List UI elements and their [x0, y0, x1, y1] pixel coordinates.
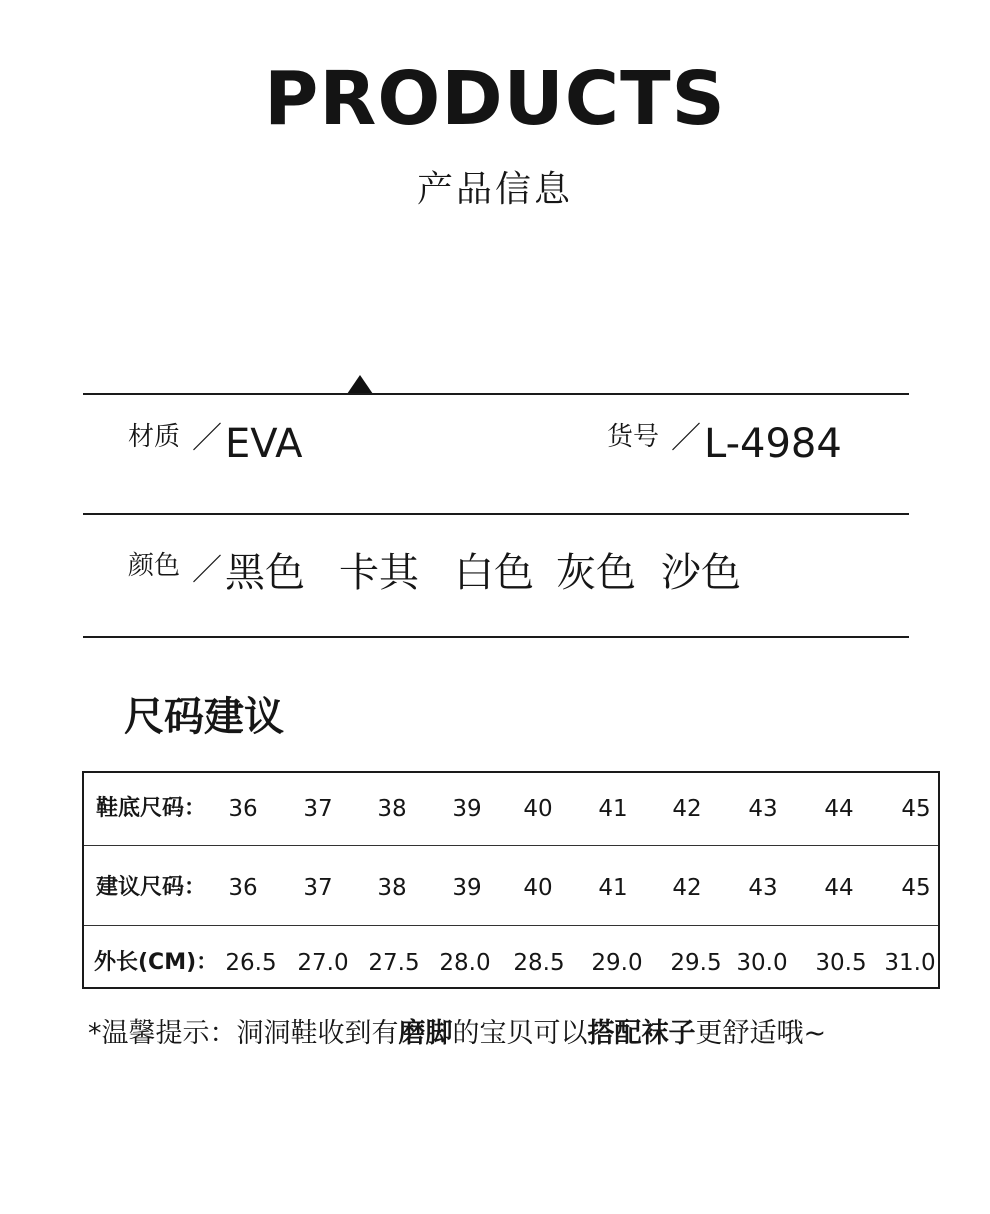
tip-note	[88, 1020, 826, 1047]
table-cell: 42	[672, 796, 702, 822]
table-cell: 45	[901, 796, 931, 822]
table-cell: 30.0	[736, 950, 788, 976]
table-cell: 36	[228, 796, 258, 822]
row-label: 外长(CM)：	[94, 950, 219, 975]
color-option-gray: 灰色	[556, 550, 636, 596]
table-cell: 43	[748, 796, 778, 822]
row-divider	[84, 845, 938, 846]
table-cell: 45	[901, 875, 931, 901]
material-value: EVA	[225, 421, 303, 467]
page-subtitle: 产品信息	[416, 169, 573, 210]
table-cell: 39	[452, 875, 482, 901]
tip-emphasis: 磨脚	[398, 1018, 453, 1049]
tip-emphasis: 搭配袜子	[587, 1018, 696, 1049]
color-option-black: 黑色	[225, 550, 305, 596]
color-option-sand: 沙色	[661, 550, 741, 596]
table-cell: 37	[303, 875, 333, 901]
sku-value: L-4984	[704, 421, 842, 467]
tip-text: 更舒适哦~	[695, 1018, 827, 1049]
row-divider	[84, 925, 938, 926]
divider-middle	[83, 513, 909, 515]
table-cell: 28.5	[513, 950, 565, 976]
table-cell: 40	[523, 796, 553, 822]
row-label: 鞋底尺码：	[96, 796, 207, 821]
table-cell: 42	[672, 875, 702, 901]
triangle-marker-icon	[347, 375, 373, 394]
table-cell: 38	[377, 796, 407, 822]
table-cell: 29.5	[670, 950, 722, 976]
size-guide-heading: 尺码建议	[124, 694, 284, 740]
table-cell: 41	[598, 796, 628, 822]
material-label: 材质	[128, 422, 181, 452]
divider-bottom	[83, 636, 909, 638]
table-cell: 43	[748, 875, 778, 901]
tip-text: *温馨提示：洞洞鞋收到有	[88, 1018, 399, 1049]
table-cell: 31.0	[884, 950, 936, 976]
table-cell: 27.0	[297, 950, 349, 976]
color-label: 颜色	[128, 551, 181, 581]
table-cell: 27.5	[368, 950, 420, 976]
table-cell: 36	[228, 875, 258, 901]
table-cell: 39	[452, 796, 482, 822]
table-cell: 38	[377, 875, 407, 901]
table-cell: 30.5	[815, 950, 867, 976]
material-separator: ／	[192, 421, 222, 456]
color-option-khaki: 卡其	[339, 550, 419, 596]
table-cell: 44	[824, 796, 854, 822]
table-cell: 26.5	[225, 950, 277, 976]
table-cell: 37	[303, 796, 333, 822]
sku-label: 货号	[607, 422, 660, 452]
color-option-white: 白色	[454, 550, 534, 596]
color-separator: ／	[192, 553, 222, 588]
sku-separator: ／	[671, 421, 701, 456]
divider-top	[83, 393, 909, 395]
table-cell: 40	[523, 875, 553, 901]
table-cell: 41	[598, 875, 628, 901]
table-cell: 28.0	[439, 950, 491, 976]
size-table	[82, 771, 940, 989]
page-title: PRODUCTS	[264, 56, 726, 142]
table-cell: 44	[824, 875, 854, 901]
table-cell: 29.0	[591, 950, 643, 976]
row-label: 建议尺码：	[96, 875, 207, 900]
tip-text: 的宝贝可以	[452, 1018, 588, 1049]
